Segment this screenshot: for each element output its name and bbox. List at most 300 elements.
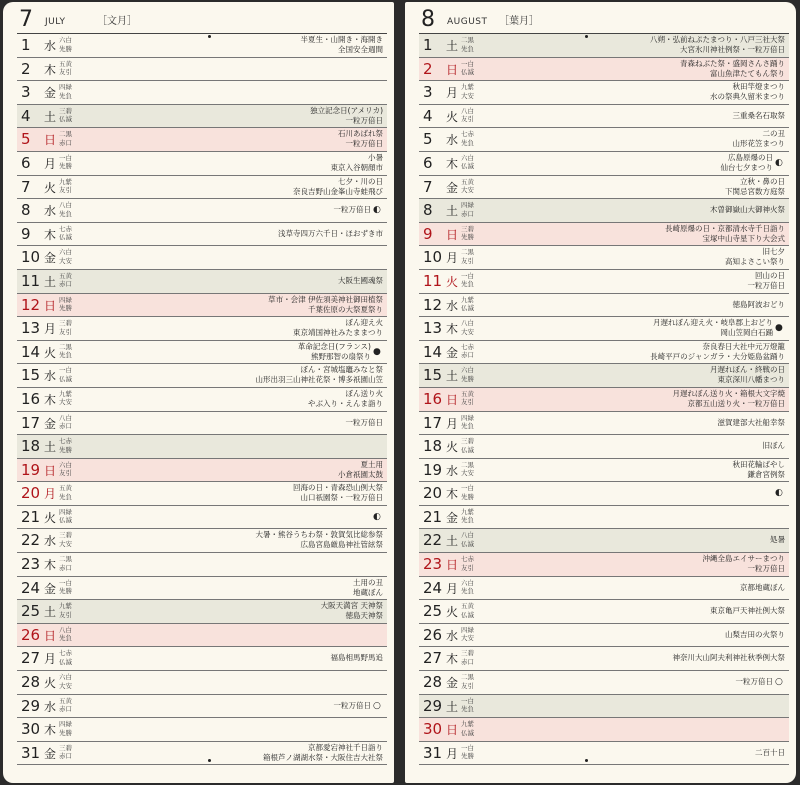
day-row[interactable] bbox=[17, 577, 387, 601]
day-number: 3 bbox=[21, 83, 31, 102]
weekday: 日 bbox=[446, 62, 459, 77]
day-row[interactable] bbox=[17, 199, 387, 223]
kyusei-label: 二黒 bbox=[59, 130, 72, 139]
weekday: 水 bbox=[44, 39, 57, 53]
day-events bbox=[293, 177, 383, 197]
rokuyo bbox=[59, 60, 89, 77]
rokuyo bbox=[461, 154, 491, 171]
day-events bbox=[710, 606, 785, 616]
rokuyo bbox=[59, 649, 89, 666]
rokuyo-label: 赤口 bbox=[59, 138, 72, 147]
day-row[interactable] bbox=[419, 459, 789, 483]
weekday: 水 bbox=[44, 699, 57, 714]
day-number: 25 bbox=[423, 602, 443, 621]
day-number: 12 bbox=[21, 295, 41, 314]
day-events bbox=[740, 583, 785, 593]
month-number: 7 bbox=[19, 7, 33, 32]
event-text: 下関忌宮数方庭祭 bbox=[725, 186, 785, 196]
event-text: 三重桑名石取祭 bbox=[732, 110, 785, 120]
kyusei-label: 六白 bbox=[461, 153, 474, 162]
event-text: 地蔵ぼん bbox=[353, 587, 383, 597]
day-row[interactable] bbox=[419, 482, 789, 506]
rokuyo bbox=[59, 272, 89, 289]
weekday: 月 bbox=[44, 652, 57, 667]
day-row[interactable] bbox=[17, 482, 387, 506]
kyusei-label: 九紫 bbox=[59, 177, 72, 186]
rokuyo bbox=[461, 744, 491, 761]
kyusei-label: 五黄 bbox=[461, 389, 474, 398]
day-row[interactable] bbox=[17, 742, 387, 766]
kyusei-label: 三碧 bbox=[59, 319, 72, 328]
event-text: 東京靖国神社みたままつり bbox=[293, 328, 383, 338]
rokuyo bbox=[461, 343, 491, 360]
rokuyo-label: 友引 bbox=[461, 681, 474, 690]
event-text: 長崎原爆の日・京都清水寺千日詣り bbox=[665, 223, 785, 233]
event-text: 秋田竿燈まつり bbox=[732, 82, 785, 92]
kyusei-label: 三碧 bbox=[461, 649, 474, 658]
day-events bbox=[653, 318, 773, 338]
weekday: 火 bbox=[44, 345, 57, 360]
rokuyo bbox=[461, 248, 491, 265]
event-text: 東京亀戸天神社例大祭 bbox=[710, 606, 785, 616]
day-number: 9 bbox=[21, 224, 31, 243]
day-row[interactable] bbox=[17, 152, 387, 176]
kyusei-label: 八白 bbox=[59, 413, 72, 422]
day-list bbox=[17, 33, 387, 765]
day-row[interactable] bbox=[419, 246, 789, 270]
day-events bbox=[710, 365, 785, 385]
weekday: 日 bbox=[446, 392, 459, 407]
month-name: JULY bbox=[45, 17, 66, 27]
rokuyo-label: 大安 bbox=[461, 634, 474, 643]
rokuyo-label: 赤口 bbox=[461, 351, 474, 360]
day-row[interactable] bbox=[17, 435, 387, 459]
event-text: 小暑 bbox=[368, 152, 383, 162]
kyusei-label: 七赤 bbox=[461, 342, 474, 351]
day-events bbox=[268, 295, 383, 315]
day-row[interactable] bbox=[419, 81, 789, 105]
weekday: 月 bbox=[446, 251, 459, 266]
day-row[interactable] bbox=[419, 412, 789, 436]
weekday: 火 bbox=[44, 180, 57, 195]
rokuyo bbox=[461, 508, 491, 525]
event-text: 宝塚中山寺星下り大会式 bbox=[702, 233, 785, 243]
weekday: 木 bbox=[44, 558, 57, 573]
event-text: 高知よさこい祭り bbox=[725, 257, 785, 267]
day-events bbox=[665, 224, 785, 244]
day-number: 1 bbox=[423, 36, 433, 54]
kyusei-label: 二黒 bbox=[461, 248, 474, 257]
rokuyo bbox=[59, 296, 89, 313]
rokuyo bbox=[59, 673, 89, 690]
kyusei-label: 七赤 bbox=[59, 437, 72, 446]
rokuyo bbox=[461, 390, 491, 407]
kyusei-label: 二黒 bbox=[461, 36, 474, 44]
event-text: 二百十日 bbox=[755, 747, 785, 757]
weekday: 金 bbox=[44, 581, 57, 596]
day-row[interactable] bbox=[419, 128, 789, 152]
day-number: 6 bbox=[21, 153, 31, 172]
rokuyo-label: 仏滅 bbox=[461, 68, 474, 77]
day-events bbox=[733, 300, 786, 310]
day-number: 14 bbox=[423, 342, 443, 361]
day-number: 8 bbox=[423, 201, 433, 220]
day-events bbox=[748, 271, 786, 291]
day-events bbox=[770, 535, 785, 545]
rokuyo bbox=[59, 697, 89, 714]
weekday: 金 bbox=[44, 251, 57, 266]
weekday: 火 bbox=[446, 605, 459, 620]
rokuyo bbox=[461, 673, 491, 690]
rokuyo-label: 先負 bbox=[59, 209, 72, 218]
day-events bbox=[733, 111, 786, 121]
rokuyo-label: 先負 bbox=[59, 492, 72, 501]
day-events bbox=[680, 59, 785, 79]
day-row[interactable] bbox=[419, 152, 789, 176]
event-text: 一粒万倍日 bbox=[747, 564, 785, 574]
day-number: 18 bbox=[21, 437, 41, 456]
kyusei-label: 七赤 bbox=[461, 555, 474, 564]
rokuyo-label: 大安 bbox=[461, 186, 474, 195]
rokuyo-label: 友引 bbox=[59, 68, 72, 77]
day-number: 9 bbox=[423, 224, 433, 243]
day-events bbox=[721, 153, 774, 173]
weekday: 火 bbox=[446, 274, 459, 289]
day-events bbox=[755, 748, 785, 758]
day-number: 30 bbox=[21, 720, 41, 739]
event-text: 岡山笠岡白石踊 bbox=[720, 328, 773, 338]
kyusei-label: 一白 bbox=[461, 484, 474, 493]
day-row[interactable] bbox=[17, 317, 387, 341]
day-row[interactable] bbox=[419, 199, 789, 223]
rokuyo-label: 先負 bbox=[461, 705, 474, 714]
day-row[interactable] bbox=[17, 176, 387, 200]
day-number: 26 bbox=[423, 625, 443, 644]
event-text: 一粒万倍日 bbox=[345, 139, 383, 149]
rokuyo bbox=[59, 744, 89, 761]
day-row[interactable] bbox=[419, 435, 789, 459]
rokuyo bbox=[461, 107, 491, 124]
event-text: 沖縄全島エイサーまつり bbox=[702, 554, 785, 564]
rokuyo bbox=[461, 201, 491, 218]
rokuyo bbox=[59, 154, 89, 171]
day-number: 1 bbox=[21, 36, 31, 54]
day-events bbox=[331, 153, 384, 173]
day-events bbox=[733, 129, 786, 149]
day-events bbox=[725, 247, 785, 267]
day-row[interactable] bbox=[419, 529, 789, 553]
day-row[interactable] bbox=[17, 624, 387, 648]
kyusei-label: 六白 bbox=[59, 673, 72, 682]
event-text: 熊野那智の扇祭り bbox=[311, 351, 371, 361]
day-number: 31 bbox=[21, 743, 41, 762]
weekday: 木 bbox=[44, 723, 57, 738]
page-august bbox=[405, 2, 796, 783]
event-text: 仙台七夕まつり bbox=[720, 162, 773, 172]
event-text: 石川あばれ祭 bbox=[338, 129, 383, 139]
day-row[interactable] bbox=[419, 34, 789, 58]
weekday: 土 bbox=[446, 369, 459, 384]
day-row[interactable] bbox=[419, 341, 789, 365]
event-text: 二の丑 bbox=[762, 129, 785, 139]
day-row[interactable] bbox=[17, 341, 387, 365]
day-row[interactable] bbox=[419, 577, 789, 601]
rokuyo-label: 赤口 bbox=[59, 705, 72, 714]
rokuyo bbox=[461, 697, 491, 714]
day-row[interactable] bbox=[17, 246, 387, 270]
event-text: 京都愛宕神社千日詣り bbox=[308, 742, 383, 752]
rokuyo-label: 友引 bbox=[59, 469, 72, 478]
weekday: 日 bbox=[44, 628, 57, 643]
day-row[interactable] bbox=[17, 600, 387, 624]
rokuyo bbox=[461, 602, 491, 619]
day-row[interactable] bbox=[17, 58, 387, 82]
rokuyo bbox=[461, 83, 491, 100]
rokuyo bbox=[59, 83, 89, 100]
rokuyo bbox=[461, 649, 491, 666]
day-number: 19 bbox=[21, 460, 41, 479]
kyusei-label: 九紫 bbox=[461, 507, 474, 516]
event-text: 小倉祇園太鼓 bbox=[338, 469, 383, 479]
day-row[interactable] bbox=[419, 58, 789, 82]
day-number: 2 bbox=[423, 59, 433, 78]
weekday: 土 bbox=[44, 274, 57, 289]
day-row[interactable] bbox=[17, 223, 387, 247]
event-text: 処暑 bbox=[770, 535, 785, 545]
weekday: 土 bbox=[446, 39, 459, 53]
day-number: 31 bbox=[423, 743, 443, 762]
day-row[interactable] bbox=[17, 81, 387, 105]
day-row[interactable] bbox=[419, 388, 789, 412]
day-number: 29 bbox=[423, 696, 443, 715]
day-row[interactable] bbox=[419, 647, 789, 671]
moon-phase-icon: ● bbox=[775, 323, 783, 334]
day-events bbox=[301, 35, 384, 55]
day-row[interactable] bbox=[419, 176, 789, 200]
kyusei-label: 三碧 bbox=[59, 106, 72, 115]
weekday: 金 bbox=[446, 345, 459, 360]
kyusei-label: 四緑 bbox=[461, 625, 474, 634]
day-row[interactable] bbox=[17, 388, 387, 412]
day-events bbox=[736, 677, 774, 687]
day-number: 10 bbox=[423, 248, 443, 267]
rokuyo bbox=[461, 60, 491, 77]
day-row[interactable] bbox=[419, 695, 789, 719]
event-text: 回海の日・青森恐山例大祭 bbox=[293, 483, 383, 493]
event-text: 青森ねぶた祭・盛岡さんさ踊り bbox=[680, 58, 785, 68]
rokuyo-label: 仏滅 bbox=[59, 115, 72, 124]
day-row[interactable] bbox=[419, 624, 789, 648]
day-row[interactable] bbox=[419, 553, 789, 577]
rokuyo bbox=[461, 130, 491, 147]
day-row[interactable] bbox=[419, 223, 789, 247]
day-row[interactable] bbox=[17, 529, 387, 553]
guide-dot bbox=[208, 759, 211, 762]
event-text: 山梨吉田の火祭り bbox=[725, 629, 785, 639]
weekday: 土 bbox=[446, 534, 459, 549]
day-row[interactable] bbox=[17, 412, 387, 436]
day-row[interactable] bbox=[419, 294, 789, 318]
weekday: 火 bbox=[446, 109, 459, 124]
rokuyo bbox=[461, 579, 491, 596]
rokuyo bbox=[461, 437, 491, 454]
rokuyo-label: 仏滅 bbox=[59, 516, 72, 525]
guide-dot bbox=[208, 35, 211, 38]
rokuyo bbox=[59, 107, 89, 124]
day-number: 23 bbox=[423, 555, 443, 574]
weekday: 土 bbox=[44, 440, 57, 455]
kyusei-label: 八白 bbox=[461, 319, 474, 328]
day-events bbox=[334, 701, 372, 711]
day-events bbox=[703, 554, 786, 574]
day-row[interactable] bbox=[419, 742, 789, 766]
day-row[interactable] bbox=[17, 364, 387, 388]
page-july bbox=[3, 2, 394, 783]
kyusei-label: 四緑 bbox=[59, 720, 72, 729]
moon-phase-icon: ◐ bbox=[373, 205, 381, 216]
kyusei-label: 四緑 bbox=[59, 83, 72, 92]
day-row[interactable] bbox=[17, 270, 387, 294]
day-row[interactable] bbox=[17, 128, 387, 152]
event-text: 回山の日 bbox=[755, 270, 785, 280]
rokuyo bbox=[59, 720, 89, 737]
rokuyo-label: 先負 bbox=[461, 138, 474, 147]
moon-phase-icon: ◐ bbox=[373, 511, 381, 522]
rokuyo-label: 仏滅 bbox=[461, 728, 474, 737]
rokuyo-label: 先勝 bbox=[59, 304, 72, 313]
day-number: 18 bbox=[423, 437, 443, 456]
kyusei-label: 九紫 bbox=[461, 83, 474, 92]
rokuyo-label: 大安 bbox=[461, 91, 474, 100]
rokuyo-label: 先勝 bbox=[461, 492, 474, 501]
kyusei-label: 九紫 bbox=[461, 720, 474, 729]
weekday: 土 bbox=[44, 109, 57, 124]
weekday: 水 bbox=[44, 534, 57, 549]
event-text: 京都地蔵ぼん bbox=[740, 582, 785, 592]
day-number: 6 bbox=[423, 153, 433, 172]
event-text: 草市・会津 伊佐須美神社御田植祭 bbox=[268, 294, 383, 304]
rokuyo-label: 大安 bbox=[59, 256, 72, 265]
day-number: 27 bbox=[423, 649, 443, 668]
rokuyo-label: 赤口 bbox=[461, 657, 474, 666]
weekday: 土 bbox=[44, 605, 57, 620]
rokuyo-label: 先負 bbox=[59, 634, 72, 643]
event-text: 広島原爆の日 bbox=[728, 152, 773, 162]
day-row[interactable] bbox=[17, 718, 387, 742]
rokuyo-label: 大安 bbox=[59, 681, 72, 690]
event-text: 月遅れぼん迎え火・岐阜郡上おどり bbox=[653, 318, 773, 328]
kyusei-label: 五黄 bbox=[461, 602, 474, 611]
moon-phase-icon: ● bbox=[373, 346, 381, 357]
day-row[interactable] bbox=[17, 695, 387, 719]
kyusei-label: 二黒 bbox=[59, 342, 72, 351]
rokuyo-label: 先勝 bbox=[461, 374, 474, 383]
rokuyo bbox=[461, 36, 491, 53]
day-row[interactable] bbox=[17, 671, 387, 695]
rokuyo bbox=[461, 484, 491, 501]
event-text: 旧七夕 bbox=[762, 247, 785, 257]
event-text: 立秋・鼻の日 bbox=[740, 176, 785, 186]
rokuyo-label: 先勝 bbox=[461, 752, 474, 761]
day-row[interactable] bbox=[419, 317, 789, 341]
weekday: 日 bbox=[44, 298, 57, 313]
day-row[interactable] bbox=[419, 364, 789, 388]
rokuyo-label: 先負 bbox=[59, 91, 72, 100]
rokuyo bbox=[59, 414, 89, 431]
day-row[interactable] bbox=[419, 671, 789, 695]
moon-phase-icon: ◐ bbox=[775, 488, 783, 499]
day-number: 24 bbox=[423, 578, 443, 597]
weekday: 金 bbox=[44, 746, 57, 761]
kyusei-label: 七赤 bbox=[59, 649, 72, 658]
kyusei-label: 五黄 bbox=[59, 484, 72, 493]
day-row[interactable] bbox=[419, 600, 789, 624]
day-row[interactable] bbox=[419, 506, 789, 530]
rokuyo bbox=[59, 248, 89, 265]
kyusei-label: 六白 bbox=[461, 578, 474, 587]
day-row[interactable] bbox=[17, 105, 387, 129]
rokuyo-label: 赤口 bbox=[59, 422, 72, 430]
day-row[interactable] bbox=[419, 718, 789, 742]
day-number: 11 bbox=[423, 271, 443, 290]
rokuyo bbox=[59, 319, 89, 336]
event-text: 一粒万倍日 bbox=[747, 280, 785, 290]
event-text: 夏土用 bbox=[360, 459, 383, 469]
event-text: 山形花笠まつり bbox=[732, 139, 785, 149]
day-row[interactable] bbox=[17, 553, 387, 577]
guide-dot bbox=[585, 759, 588, 762]
day-row[interactable] bbox=[17, 294, 387, 318]
weekday: 月 bbox=[44, 156, 57, 171]
weekday: 月 bbox=[446, 416, 459, 431]
day-events bbox=[263, 743, 383, 763]
event-text: 大阪天満宮 天神祭 bbox=[320, 601, 383, 611]
day-row[interactable] bbox=[419, 270, 789, 294]
day-number: 7 bbox=[21, 177, 31, 196]
kyusei-label: 六白 bbox=[59, 36, 72, 44]
weekday: 日 bbox=[446, 227, 459, 242]
day-number: 5 bbox=[21, 130, 31, 149]
day-number: 15 bbox=[21, 366, 41, 385]
event-text: 半夏生・山開き・海開き bbox=[300, 35, 383, 44]
event-text: 山口祇園祭・一粒万倍日 bbox=[300, 493, 383, 503]
day-row[interactable] bbox=[17, 459, 387, 483]
event-text: 京都五山送り火・一粒万倍日 bbox=[687, 398, 785, 408]
day-events bbox=[718, 418, 786, 428]
day-row[interactable] bbox=[17, 34, 387, 58]
day-events bbox=[308, 389, 383, 409]
rokuyo-label: 友引 bbox=[461, 398, 474, 407]
month-japanese-name: ［文月］ bbox=[97, 16, 137, 27]
day-row[interactable] bbox=[17, 506, 387, 530]
rokuyo-label: 赤口 bbox=[59, 280, 72, 289]
day-row[interactable] bbox=[419, 105, 789, 129]
day-row[interactable] bbox=[17, 647, 387, 671]
rokuyo bbox=[59, 602, 89, 619]
event-text: 東京深川八幡まつり bbox=[717, 375, 785, 385]
kyusei-label: 一白 bbox=[461, 696, 474, 705]
rokuyo-label: 友引 bbox=[461, 256, 474, 265]
rokuyo-label: 先負 bbox=[461, 280, 474, 289]
weekday: 金 bbox=[446, 180, 459, 195]
kyusei-label: 三碧 bbox=[59, 531, 72, 540]
kyusei-label: 三碧 bbox=[461, 437, 474, 446]
day-number: 12 bbox=[423, 295, 443, 314]
kyusei-label: 一白 bbox=[59, 578, 72, 587]
kyusei-label: 八白 bbox=[59, 625, 72, 634]
rokuyo-label: 先勝 bbox=[59, 44, 72, 53]
kyusei-label: 二黒 bbox=[461, 673, 474, 682]
